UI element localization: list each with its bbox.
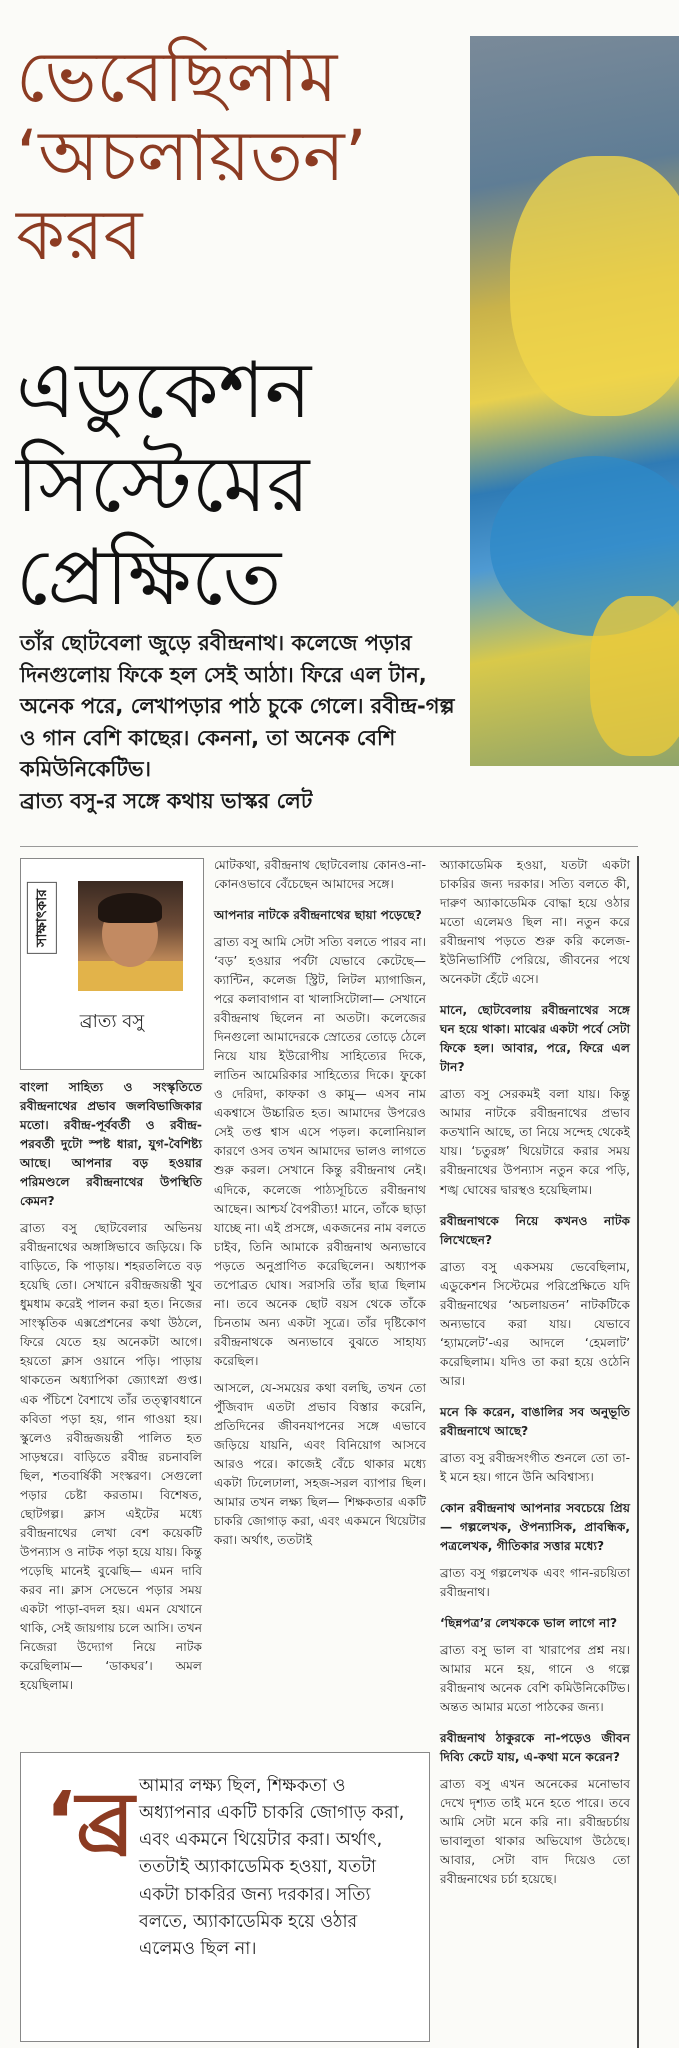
headline-black <box>16 345 456 626</box>
article-column-1 <box>20 1078 202 1703</box>
profile-name: ব্রাত্য বসু <box>79 1011 145 1032</box>
paragraph: মোটকথা, রবীন্দ্রনাথ ছোটবেলায় কোনও-না-কোনওভাবে বেঁচেছেন আমাদের সঙ্গে। <box>214 858 426 892</box>
headline-line: সিস্টেমের <box>16 439 310 530</box>
answer: ব্রাত্য বসু গল্পলেখক এবং গান-রচয়িতা রবীন্দ্রনাথ। <box>440 1566 630 1600</box>
answer: ব্রাত্য বসু ভাল বা খারাপের প্রশ্ন নয়। আমার মনে হয়, গানে ও গল্পে রবীন্দ্রনাথ অনেক বেশি কমিউনিকেটিভ। অন্তত আমার মতো পাঠকের জন্য। <box>440 1643 630 1715</box>
article-column-3 <box>440 856 630 1898</box>
portrait-photo <box>78 881 183 991</box>
answer: ব্রাত্য বসু একসময় ভেবেছিলাম, এডুকেশন সিস্টেমের পরিপ্রেক্ষিতে যদি রবীন্দ্রনাথের ‘অচলায়তন’ নাটকটিকে অন্যভাবে করা যায়। যেভাবে ‘হ্যামলেট’-এর আদলে ‘হেমলাট’ করেছিলাম। যদিও তা করা হয়ে ওঠেনি আর। <box>440 1259 630 1388</box>
section-label: সাক্ষাৎকার <box>29 873 55 963</box>
headline-line: প্রেক্ষিতে <box>16 533 282 624</box>
question: রবীন্দ্রনাথকে নিয়ে কখনও নাটক লিখেছেন? <box>440 1213 630 1247</box>
question: রবীন্দ্রনাথ ঠাকুরকে না-পড়েও জীবন দিব্যি কেটে যায়, এ-কথা মনে করেন? <box>440 1731 630 1765</box>
answer: ব্রাত্য বসু রবীন্দ্রসংগীত শুনলে তো তা-ই মনে হয়। গানে উনি অবিশ্বাস্য। <box>440 1450 630 1484</box>
answer: ব্রাত্য বসু এখন অনেকের মনোভাব দেখে দৃশ্যত তাই মনে হতে পারে। তবে আমি সেটা মনে করি না। রবীন্দ্রচর্চায় ভাবালুতা থাকার অভিযোগ উঠেছে। আবার, সেটা বাদ দিয়েও তো রবীন্দ্রনাথের চর্চা হয়েছে। <box>440 1777 630 1887</box>
headline-red <box>16 38 436 275</box>
question: আপনার নাটকে রবীন্দ্রনাথের ছায়া পড়েছে? <box>214 908 422 923</box>
answer: ব্রাত্য বসু সেরকমই বলা যায়। কিন্তু আমার নাটকে রবীন্দ্রনাথের প্রভাব কতখানি আছে, তা নিয়ে সন্দেহ থেকেই যায়। ‘চতুরঙ্গ’ থিয়েটারে করার সময় রবীন্দ্রনাথের উপন্যাস নতুন করে পড়ি, শঙ্খ ঘোষের দ্বারস্থও হয়েছিলাম। <box>440 1087 630 1197</box>
pull-quote-text: আমার লক্ষ্য ছিল, শিক্ষকতা ও অধ্যাপনার একটি চাকরি জোগাড় করা, এবং একমনে থিয়েটার করা। অর্থাৎ, ততটাই অ্যাকাডেমিক হওয়া, যতটা একটা চাকরির জন্য দরকার। সত্যি বলতে, অ্যাকাডেমিক হয়ে ওঠার এলেমও ছিল না। <box>139 1776 405 1959</box>
question: বাংলা সাহিত্য ও সংস্কৃতিতে রবীন্দ্রনাথের প্রভাব জলবিভাজিকার মতো। রবীন্দ্র-পূর্ববর্তী ও রবীন্দ্র-পরবর্তী দুটো স্পষ্ট ধারা, যুগ-বৈশিষ্ট্য আছে। আপনার বড় হওয়ার পরিমণ্ডলে রবীন্দ্রনাথের উপস্থিতি কেমন? <box>20 1080 202 1209</box>
answer: ব্রাত্য বসু আমি সেটা সত্যি বলতে পারব না। ‘বড়’ হওয়ার পর্বটা যেভাবে কেটেছে— ক্যান্টিন, কলেজ স্ট্রিট, লিটল ম্যাগাজিন, পরে কলাবাগান বা খালাসিটোলা— সেখানে রবীন্দ্রনাথ ছিলেন না অতটা। কলেজের দিনগুলো আমাদেরকে স্রোতের তোড়ে ঠেলে নিয়ে যায় ইউরোপীয় সাহিত্যের দিকে, লাতিন আমেরিকার সাহিত্যের দিকে। ফুকো ও দেরিদা, কাফকা ও কামু— এসব নাম একশ্বাসে উচ্চারিত হত। আমাদের উপরেও সেই তপ্ত শ্বাস এসে পড়ল। কলোনিয়াল কারণে ওসব তখন আমাদের ভালও লাগতে শুরু করল। সেখানে কিন্তু রবীন্দ্রনাথ নেই। এদিকে, কলেজে পাঠ্যসূচিতে রবীন্দ্রনাথ আছেন। আশ্চর্য বৈপরীত্য! মানে, তাঁকে ছাড়া যাচ্ছে না। এই প্রসঙ্গে, একজনের নাম বলতে চাইব, তিনি আমাকে রবীন্দ্রনাথ অন্যভাবে পড়তে অনুপ্রাণিত করেছিলেন। অধ্যাপক তপোব্রত ঘোষ। সরাসরি তাঁর ছাত্র ছিলাম না। তবে অনেক ছোট বয়স থেকে তাঁকে চিনতাম অন্য একটা সূত্রে। তাঁর দৃষ্টিকোণ রবীন্দ্রনাথকে অন্যভাবে বুঝতে সাহায্য করেছিল। <box>214 935 426 1368</box>
column-divider <box>637 856 639 2048</box>
article-column-2 <box>214 856 426 1558</box>
headline-line: এডুকেশন <box>16 346 312 436</box>
question: মানে, ছোটবেলায় রবীন্দ্রনাথের সঙ্গে ঘন হয়ে থাকা। মাঝের একটা পর্বে সেটা ফিকে হল। আবার, পরে, ফিরে এল টান? <box>440 1003 630 1075</box>
headline-line: ভেবেছিলাম <box>16 36 338 118</box>
question: কোন রবীন্দ্রনাথ আপনার সবচেয়ে প্রিয়— গল্পলেখক, ঔপন্যাসিক, প্রাবন্ধিক, পত্রলেখক, গীতিকার সত্তার মধ্যে? <box>440 1500 630 1553</box>
answer: আসলে, যে-সময়ের কথা বলছি, তখন তো পুঁজিবাদ এতটা প্রভাব বিস্তার করেনি, প্রতিদিনের জীবনযাপনের সঙ্গে এভাবে জড়িয়ে যায়নি, এবং বিনিয়োগ আসবে আরও পরে। কাজেই বেঁচে থাকার মধ্যে একটা ঢিলেঢালা, সহজ-সরল ব্যাপার ছিল। আমার তখন লক্ষ্য ছিল— শিক্ষকতার একটি চাকরি জোগাড় করা, এবং একমনে থিয়েটার করা। অর্থাৎ, ততটাই <box>214 1380 426 1548</box>
answer: অ্যাকাডেমিক হওয়া, যতটা একটা চাকরির জন্য দরকার। সত্যি বলতে কী, দারুণ অ্যাকাডেমিক বোদ্ধা হয়ে ওঠার মতো এলেমও ছিল না। নতুন করে রবীন্দ্রনাথ পড়তে শুরু করি কলেজ-ইউনিভার্সিটি পেরিয়ে, জীবনের পথে অনেকটা হেঁটে এসে। <box>440 858 630 987</box>
answer: ব্রাত্য বসু ছোটবেলার অভিনয় রবীন্দ্রনাথের অঙ্গাঙ্গিভাবে জড়িয়ে। কি বাড়িতে, কি পাড়ায়। শহরতলিতে বড় হয়েছি তো। সেখানে রবীন্দ্রজয়ন্তী খুব ধুমধাম করেই পালন করা হত। নিজের সাংস্কৃতিক এক্সপ্রেশনের কথা উঠলে, ফিরে যেতে হয় অনেকটা আগে। হয়তো ক্লাস ওয়ানে পড়ি। পাড়ায় থাকতেন অধ্যাপিকা জ্যোৎস্না গুপ্ত। এক পঁচিশে বৈশাখে তাঁর তত্ত্বাবধানে কবিতা পড়া হয়, গান গাওয়া হয়। স্কুলেও রবীন্দ্রজয়ন্তী পালিত হত সাড়ম্বরে। বাড়িতে রবীন্দ্র রচনাবলি ছিল, শতবার্ষিকী সংস্করণ। সেগুলো পড়ার চেষ্টা করতাম। বিশেষত, ছোটগল্প। ক্লাস এইটের মধ্যে রবীন্দ্রনাথের লেখা বেশ কয়েকটি উপন্যাস ও নাটক পড়া হয়ে যায়। কিন্তু পড়েছি মানেই বুঝেছি— এমন দাবি করব না। ক্লাস সেভেনে পড়ার সময় একটা পাড়া-বদল হয়। এমন যেখানে থাকি, সেই জায়গায় চলে আসি। তখন নিজেরা উদ্যোগ নিয়ে নাটক করেছিলাম— ‘ডাকঘর’। অমল হয়েছিলাম। <box>20 1221 202 1692</box>
quote-mark-icon: ‘ব্র <box>45 1775 135 1870</box>
divider <box>20 846 638 847</box>
pull-quote-box <box>20 1752 430 2042</box>
question: মনে কি করেন, বাঙালির সব অনুভূতি রবীন্দ্রনাথে আছে? <box>440 1404 630 1438</box>
painting-illustration <box>470 36 679 766</box>
intro-text: তাঁর ছোটবেলা জুড়ে রবীন্দ্রনাথ। কলেজে পড়ার দিনগুলোয় ফিকে হল সেই আঠা। ফিরে এল টান, অনেক পরে, লেখাপড়ার পাঠ চুকে গেলে। রবীন্দ্র-গল্প ও গান বেশি কাছের। কেননা, তা অনেক বেশি কমিউনিকেটিভ। <box>20 631 455 781</box>
adjacent-article-edge <box>646 860 679 2048</box>
headline-line: করব <box>16 194 143 277</box>
byline: ব্রাত্য বসু-র সঙ্গে কথায় ভাস্কর লেট <box>20 788 313 813</box>
profile-box <box>20 858 204 1070</box>
headline-line: ‘অচলায়তন’ <box>16 115 367 198</box>
question: ‘ছিন্নপত্র’র লেখককে ভাল লাগে না? <box>440 1616 618 1631</box>
intro-standfirst <box>20 628 460 817</box>
